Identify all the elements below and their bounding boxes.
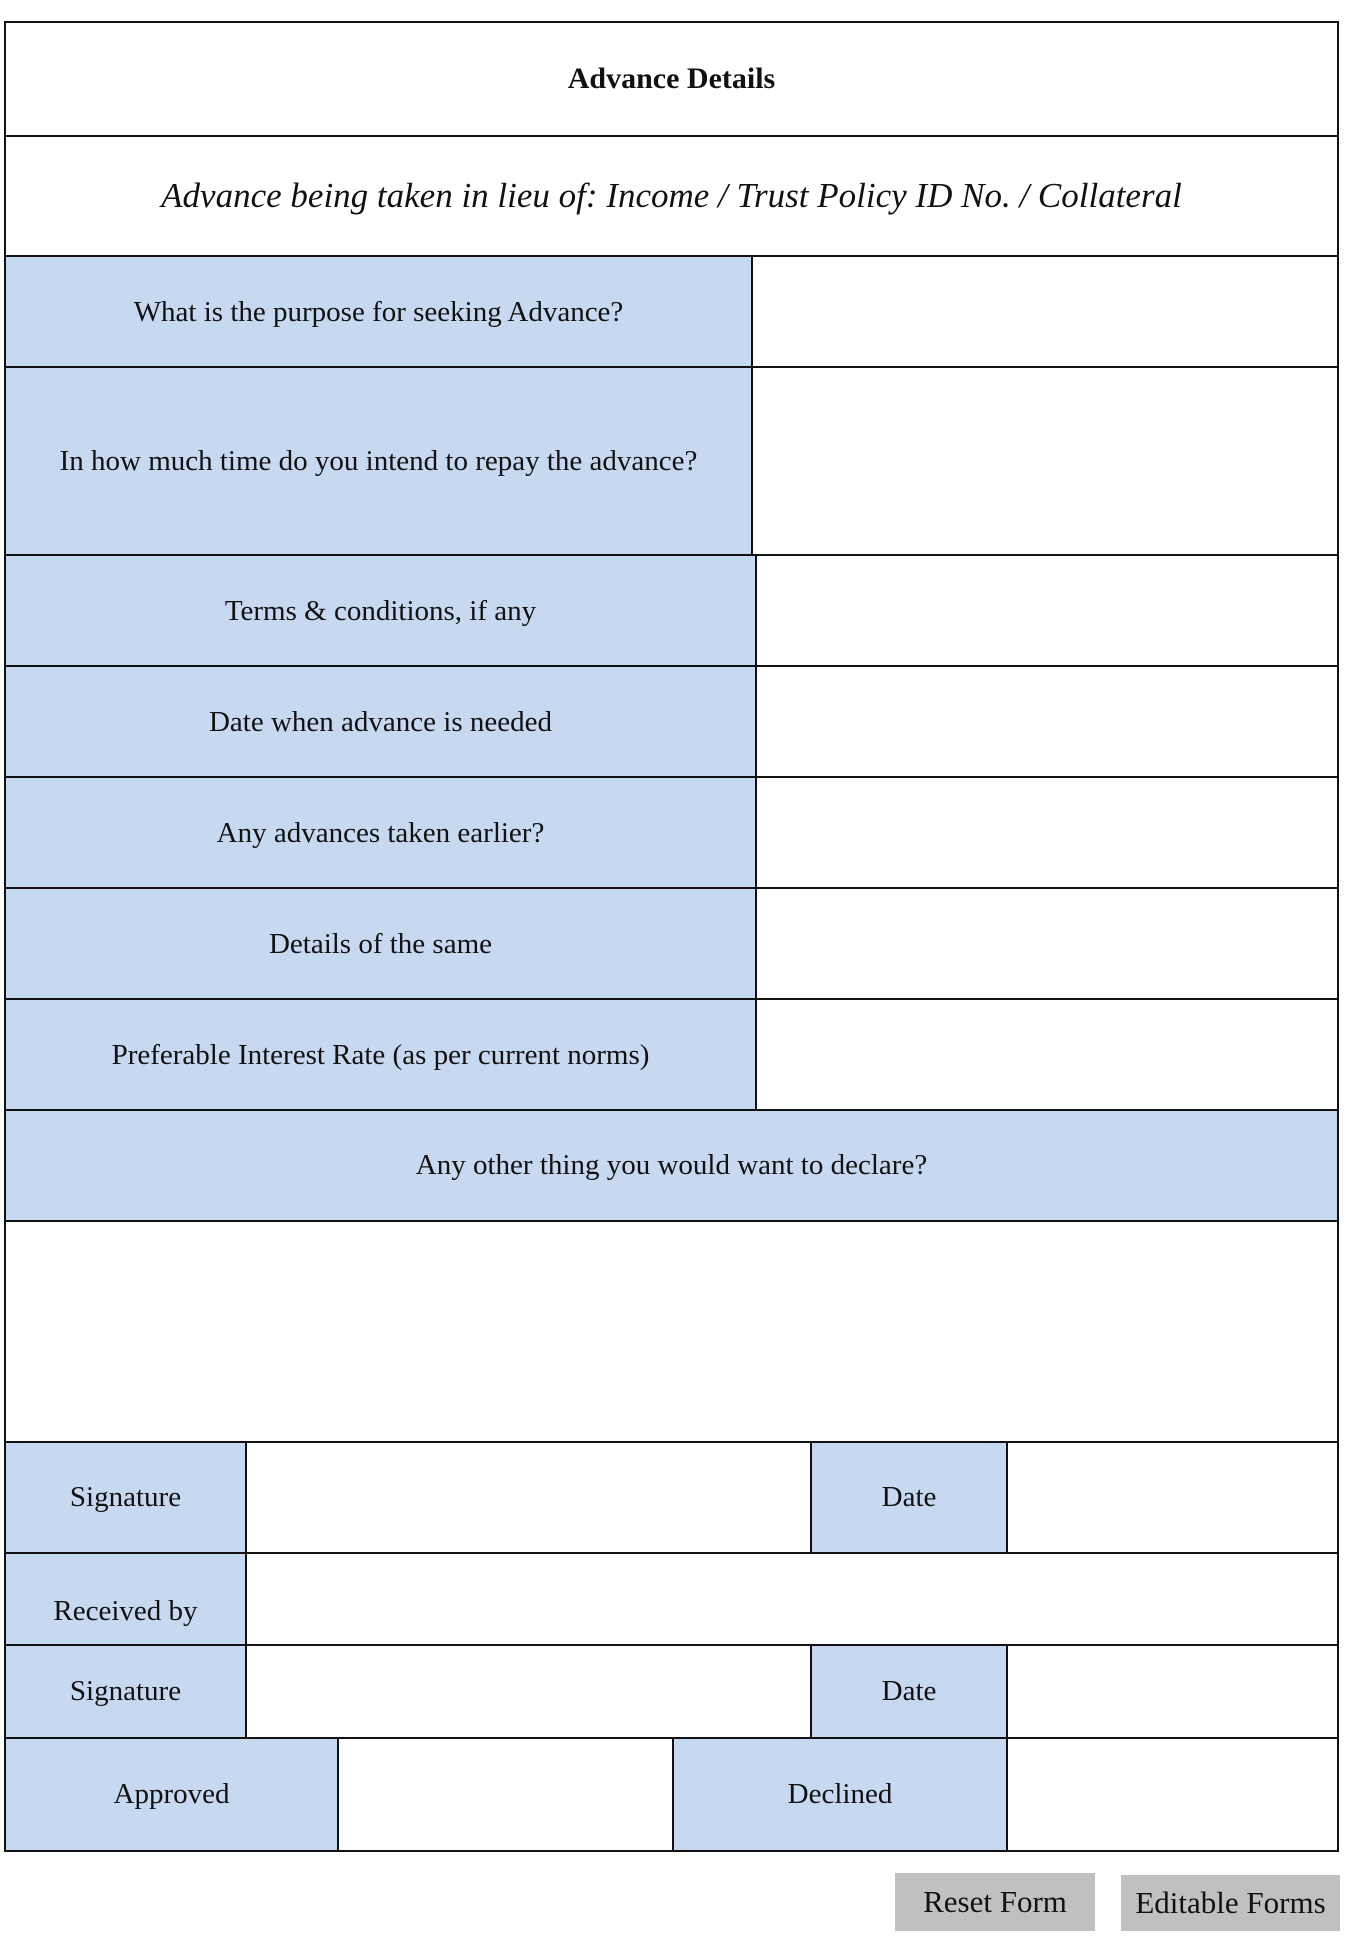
received-by-label: Received by	[6, 1554, 247, 1644]
title-row	[6, 23, 1337, 137]
approval-row	[6, 1739, 1337, 1850]
repay-time-field[interactable]	[753, 368, 1337, 554]
purpose-field[interactable]	[753, 257, 1337, 366]
declined-field[interactable]	[1008, 1739, 1337, 1850]
receiver-date-label: Date	[812, 1646, 1008, 1737]
declare-row	[6, 1111, 1337, 1222]
repay-time-label: In how much time do you intend to repay the advance?	[6, 368, 753, 554]
declare-field[interactable]	[6, 1222, 1337, 1441]
terms-label: Terms & conditions, if any	[6, 556, 757, 665]
question-row	[6, 889, 1337, 1000]
subtitle-row	[6, 137, 1337, 257]
receiver-date-field[interactable]	[1008, 1646, 1337, 1737]
signature-row	[6, 1443, 1337, 1554]
form-title: Advance Details	[567, 62, 776, 95]
terms-field[interactable]	[757, 556, 1337, 665]
date-label: Date	[812, 1443, 1008, 1552]
reset-form-button[interactable]: Reset Form	[895, 1873, 1095, 1931]
question-row	[6, 778, 1337, 889]
details-label: Details of the same	[6, 889, 757, 998]
receiver-signature-label: Signature	[6, 1646, 247, 1737]
receiver-signature-field[interactable]	[247, 1646, 812, 1737]
signature-field[interactable]	[247, 1443, 812, 1552]
date-needed-field[interactable]	[757, 667, 1337, 776]
approved-field[interactable]	[339, 1739, 674, 1850]
declined-label: Declined	[674, 1739, 1008, 1850]
interest-rate-field[interactable]	[757, 1000, 1337, 1109]
earlier-advances-label: Any advances taken earlier?	[6, 778, 757, 887]
question-row	[6, 556, 1337, 667]
declare-label: Any other thing you would want to declare?	[6, 1111, 1337, 1220]
question-row	[6, 1000, 1337, 1111]
signature-row-2	[6, 1646, 1337, 1739]
form-subtitle: Advance being taken in lieu of: Income / Trust Policy ID No. / Collateral	[161, 176, 1182, 215]
question-row	[6, 667, 1337, 778]
approved-label: Approved	[6, 1739, 339, 1850]
received-by-row	[6, 1554, 1337, 1646]
date-field[interactable]	[1008, 1443, 1337, 1552]
purpose-label: What is the purpose for seeking Advance?	[6, 257, 753, 366]
details-field[interactable]	[757, 889, 1337, 998]
received-by-field[interactable]	[247, 1554, 1337, 1644]
advance-details-form	[4, 21, 1339, 1852]
editable-forms-button[interactable]: Editable Forms	[1121, 1875, 1340, 1931]
date-needed-label: Date when advance is needed	[6, 667, 757, 776]
earlier-advances-field[interactable]	[757, 778, 1337, 887]
declare-input-row	[6, 1222, 1337, 1443]
interest-rate-label: Preferable Interest Rate (as per current norms)	[6, 1000, 757, 1109]
question-row	[6, 368, 1337, 556]
signature-label: Signature	[6, 1443, 247, 1552]
question-row	[6, 257, 1337, 368]
